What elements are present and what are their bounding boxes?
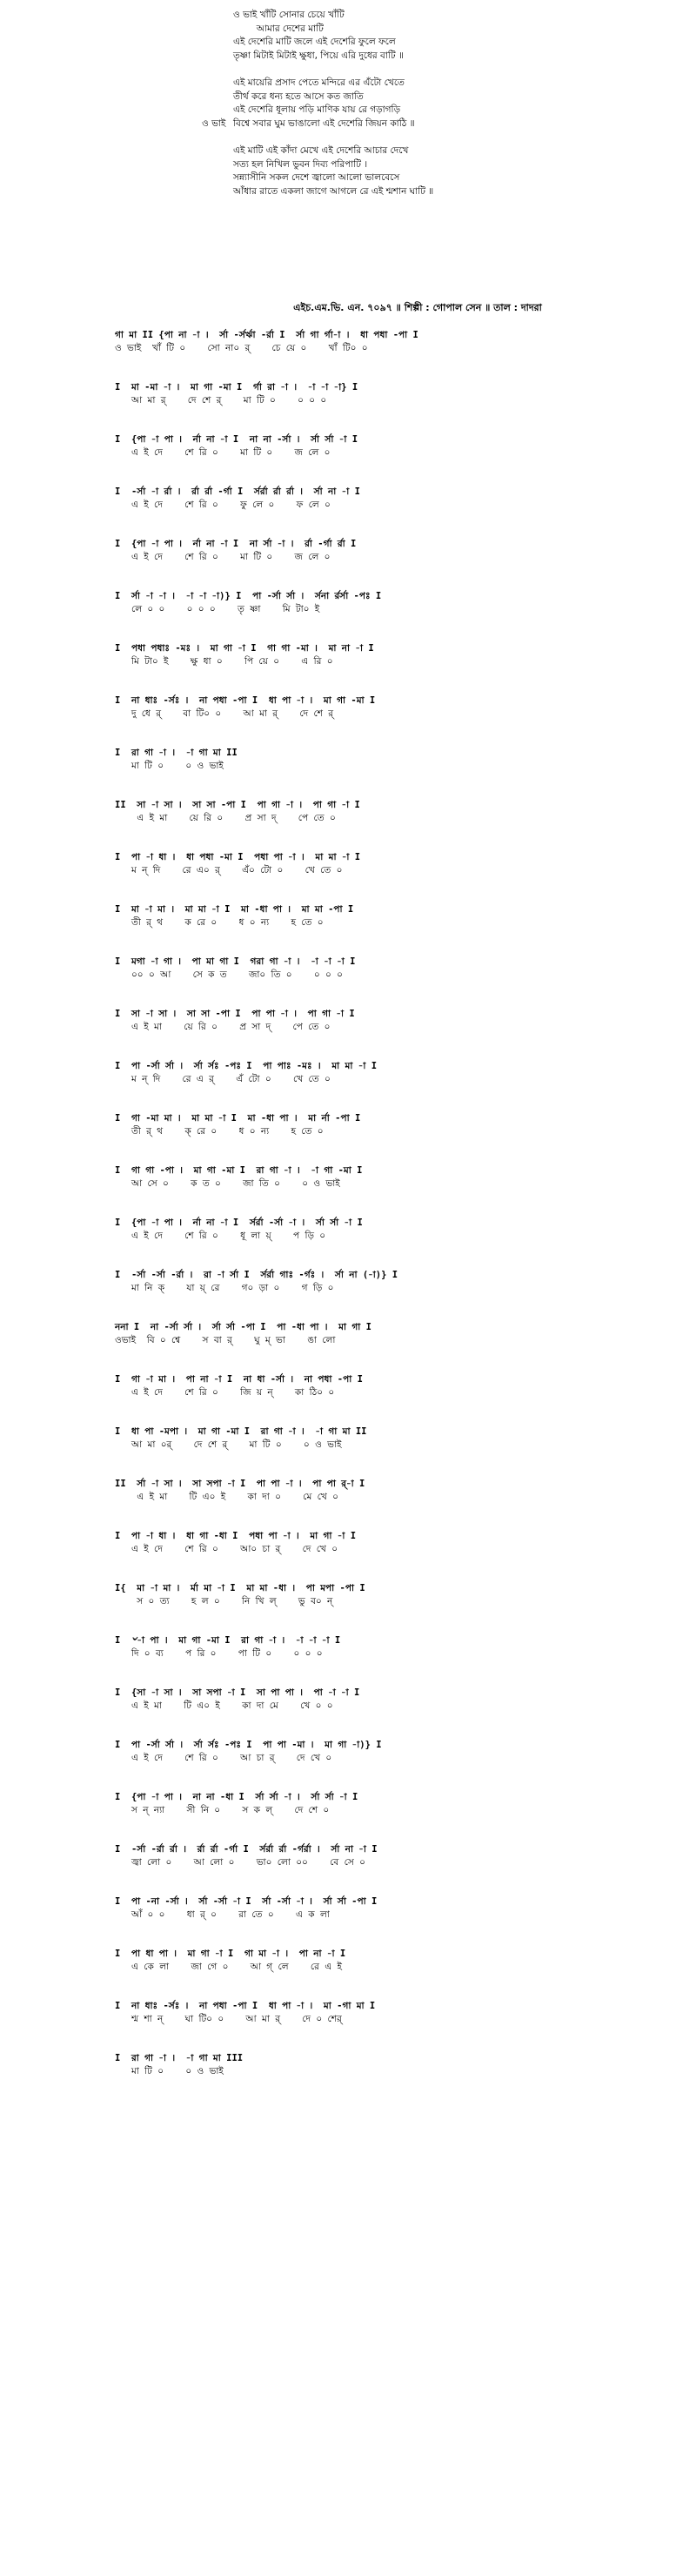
lyrics-line: তীর্থ করে ধন্য হতে আসে কত জাতি bbox=[233, 91, 364, 102]
notation-row bbox=[115, 1321, 672, 1373]
lyric-line: স ০ ত্য হ ল ০ নি খি ল্ ভু ব০ ন্ bbox=[115, 1596, 333, 1607]
lyrics-line: এই দেশেরি মাটি জলে এই দেশেরি ফুলে ফলে bbox=[233, 37, 396, 47]
notation-row bbox=[115, 1791, 672, 1843]
swara-line: I গা -া মা । পা না -া I না ধা -র্সা । না পধা -পা I bbox=[115, 1374, 363, 1385]
lyric-line: আ মা র্ দে শে র্ মা টি ০ ০ ০ ০ bbox=[115, 395, 327, 406]
swara-line: I গা গা -পা । মা গা -মা I রা গা -া । -া গা -মা I bbox=[115, 1165, 363, 1176]
swara-line: I পা -া ধা । ধা পধা -মা I পধা পা -া । মা মা -া I bbox=[115, 852, 361, 862]
notation-row bbox=[115, 2052, 672, 2104]
swara-line: I পা -র্সা র্সা । র্সা র্সঃ -পঃ I পা পা -মা । মা গা -া)} I bbox=[115, 1740, 382, 1750]
notation-row bbox=[115, 381, 672, 433]
lyric-line: এ ই মা য়ে রি ০ প্র সা দ্ পে তে ০ bbox=[115, 813, 336, 823]
notation-row bbox=[115, 1373, 672, 1426]
notation-row bbox=[115, 1687, 672, 1739]
notation-row bbox=[115, 2000, 672, 2052]
notation-row bbox=[115, 1739, 672, 1791]
song-lyrics bbox=[202, 9, 642, 212]
notation-row bbox=[115, 1582, 672, 1634]
swara-line: I র্সা -া -া । -া -া -া)} I পা -র্সা র্সা । র্সনা র্রর্সা -পঃ I bbox=[115, 591, 382, 601]
notation-row bbox=[115, 851, 672, 903]
notation-row bbox=[115, 1948, 672, 2000]
swara-line: I {সা -া সা । সা সপা -া I সা পা পা । পা -া -া I bbox=[115, 1687, 360, 1698]
swara-line: I মগা -া গা । পা মা গা I গরা গা -া । -া -া -া I bbox=[115, 956, 356, 967]
swara-line: II র্সা -া সা । সা সপা -া I পা পা -া । পা পা র্-া I bbox=[115, 1479, 365, 1489]
swara-line: I পা -র্সা র্সা । র্সা র্সঃ -পঃ I পা পাঃ -মঃ । মা মা -া I bbox=[115, 1061, 378, 1071]
notation-row bbox=[115, 433, 672, 486]
swara-line: গা মা II {পা না -া । র্সা -র্সর্ঋা -র্রা I র্সা গা র্গা-া । ধা পধা -পা I bbox=[115, 330, 418, 340]
lyrics-line: ও ভাই বিশ্বে সবার ঘুম ভাঙালো এই দেশেরি জিয়ন কাঠি ॥ bbox=[202, 117, 415, 129]
lyric-line: মি টা০ ই ক্ষু ধা ০ পি য়ে ০ এ রি ০ bbox=[115, 656, 333, 667]
notation-row bbox=[115, 903, 672, 956]
swara-line: I গা -মা মা । মা মা -া I মা -ধা পা । মা র্না -পা I bbox=[115, 1113, 361, 1124]
swara-line: ননা I না -র্সা র্সা । র্সা র্সা -পা I পা -ধা পা । মা গা I bbox=[115, 1322, 371, 1332]
notation-block bbox=[115, 329, 672, 2104]
notation-row bbox=[115, 1164, 672, 1217]
notation-row bbox=[115, 747, 672, 799]
swara-line: I ৺-া পা । মা গা -মা I রা গা -া । -া -া -া I bbox=[115, 1635, 341, 1646]
lyric-line: এ ই দে শে রি ০ আ চা র্ দে খে ০ bbox=[115, 1753, 332, 1763]
swara-line: I {পা -া পা । র্না না -া I র্সর্রা -র্সা -া । র্সা র্সা -া I bbox=[115, 1218, 363, 1228]
lyrics-line: এই মায়েরি প্রসাদ পেতে মন্দিরে এর এঁটো খেতে bbox=[233, 77, 405, 88]
lyric-line: জ্বা লো ০ আ লো ০ ভা০ লো ০০ বে সে ০ bbox=[115, 1857, 365, 1868]
swara-line: I {পা -া পা । র্না না -া I না র্সা -া । র্রা -র্গা র্রা I bbox=[115, 539, 357, 549]
lyrics-line: এই মাটি এই কাঁদা মেখে এই দেশেরি আচার দেখে bbox=[233, 145, 409, 156]
notation-row bbox=[115, 1426, 672, 1478]
lyric-line: এ ই দে শে রি ০ জি য় ন্ কা ঠি০ ০ bbox=[115, 1387, 335, 1398]
notation-row bbox=[115, 799, 672, 851]
lyric-line: ওভাই বি ০ শ্বে স বা র্ ঘু ম্ ভা ঙা লো bbox=[115, 1335, 336, 1345]
lyric-line: আ মা ০র্ দে শে র্ মা টি ০ ০ ও ভাই bbox=[115, 1439, 342, 1450]
swara-line: I {পা -া পা । না না -ধা I র্সা র্সা -া । র্সা র্সা -া I bbox=[115, 1792, 358, 1802]
lyric-line: আ সে ০ ক ত ০ জা তি ০ ০ ও ভাই bbox=[115, 1178, 340, 1189]
swara-line: I রা গা -া । -া গা মা III bbox=[115, 2053, 244, 2063]
notation-row bbox=[115, 486, 672, 538]
lyric-line: ম ন্ দি রে এ০ র্ এঁ০ টো ০ খে তে ০ bbox=[115, 865, 343, 875]
notation-row bbox=[115, 1217, 672, 1269]
lyric-line: তী র্ থ ক্ রে ০ ধ ০ ন্য হ তে ০ bbox=[115, 1126, 324, 1137]
swara-line: I না ধাঃ -র্সঃ । না পধা -পা I ধা পা -া । মা -গা মা I bbox=[115, 2001, 376, 2011]
lyric-line: এ ই দে শে রি ০ ফু লে ০ ফ লে ০ bbox=[115, 500, 331, 510]
lyric-line: আঁ ০ ০ ধা র্ ০ রা তে ০ এ ক লা bbox=[115, 1909, 330, 1920]
notation-row bbox=[115, 1895, 672, 1948]
lyric-line: দু ধে র্ বা টি০ ০ আ মা র্ দে শে র্ bbox=[115, 708, 334, 719]
lyric-line: এ ই দে শে রি ০ মা টি ০ জ লে ০ bbox=[115, 447, 331, 458]
lyric-line: লে ০ ০ ০ ০ ০ তৃ ষ্ণা মি টা০ ই bbox=[115, 604, 320, 614]
notation-row bbox=[115, 538, 672, 590]
lyric-line: মা টি ০ ০ ও ভাই bbox=[115, 761, 224, 771]
lyric-line: তী র্ থ ক রে ০ ধ ০ ন্য হ তে ০ bbox=[115, 917, 324, 928]
lyrics-line: আঁধার রাতে একলা জাগে আগলে রে এই শ্মশান ঘাটি ॥ bbox=[233, 185, 434, 197]
lyric-line: ০০ ০ আ সে ক ত জা০ তি ০ ০ ০ ০ bbox=[115, 969, 344, 980]
lyric-line: এ ই দে শে রি ০ মা টি ০ জ লে ০ bbox=[115, 552, 331, 562]
swara-line: I পধা পধাঃ -মঃ । মা গা -া I গা গা -মা । মা না -া I bbox=[115, 643, 374, 654]
notation-row bbox=[115, 1008, 672, 1060]
swara-line: I মা -মা -া । মা গা -মা I র্গা রা -া । -া -া -া} I bbox=[115, 382, 358, 392]
notation-row bbox=[115, 1269, 672, 1321]
notation-row bbox=[115, 1060, 672, 1112]
lyric-line: ম ন্ দি রে এ র্ এঁ টো ০ খে তে ০ bbox=[115, 1074, 331, 1084]
lyric-line: এ ই দে শে রি ০ আ০ চা র্ দে খে ০ bbox=[115, 1544, 338, 1554]
lyrics-line: তৃষ্ণা মিটাই মিটাই ক্ষুধা, পিয়ে এরি দুধের বাটি ॥ bbox=[233, 50, 404, 61]
lyrics-line: এই দেশেরি ধূলায় পড়ি মাণিক যায় রে গড়াগড়ি bbox=[233, 104, 401, 115]
swara-line: I{ মা -া মা । র্মা মা -া I মা মা -ধা । পা মপা -পা I bbox=[115, 1583, 365, 1593]
lyrics-stanza-3 bbox=[233, 144, 642, 198]
swara-line: I -র্সা -র্রা র্রা । র্রা র্রা -র্গা I র্সর্রা র্রা -র্গর্রা । র্সা না -া I bbox=[115, 1844, 378, 1855]
lyrics-line: আমার দেশের মাটি bbox=[233, 23, 324, 34]
lyrics-stanza-1 bbox=[233, 9, 642, 63]
lyric-line: দি ০ ব্য প রি ০ পা টি ০ ০ ০ ০ bbox=[115, 1648, 323, 1659]
lyric-line: শ্ম শা ন্ ঘা টি০ ০ আ মা র্ দে ০ শের্ bbox=[115, 2014, 342, 2024]
notation-row bbox=[115, 1530, 672, 1582]
notation-row bbox=[115, 329, 672, 381]
swara-line: I পা -া ধা । ধা গা -ধা I পধা পা -া । মা গা -া I bbox=[115, 1531, 357, 1541]
lyric-line: মা নি ক্ যা য়্ রে গ০ ড়া ০ গ ড়ি ০ bbox=[115, 1283, 334, 1293]
swara-line: I মা -া মা । মা মা -া I মা -ধা পা । মা মা -পা I bbox=[115, 904, 354, 915]
lyric-line: এ ই মা টি এ০ ই কা দা মে খে ০ ০ bbox=[115, 1701, 333, 1711]
lyrics-line: ও ভাই খাঁটি সোনার চেয়ে খাঁটি bbox=[233, 10, 345, 20]
notation-row bbox=[115, 642, 672, 694]
record-info: এইচ.এম.ভি. এন. ৭০৯৭ ॥ শিল্পী : গোপাল সেন ॥ তাল : দাদরা bbox=[293, 302, 542, 313]
lyrics-stanza-2 bbox=[202, 77, 642, 131]
swara-line: I ধা পা -মপা । মা গা -মা I রা গা -া । -া গা মা II bbox=[115, 1426, 367, 1437]
lyric-line: এ ই মা য়ে রি ০ প্র সা দ্ পে তে ০ bbox=[115, 1022, 331, 1032]
swara-line: I সা -া সা । সা সা -পা I পা পা -া । পা গা -া I bbox=[115, 1009, 355, 1019]
swara-line: II সা -া সা । সা সা -পা I পা গা -া । পা গা -া I bbox=[115, 800, 360, 810]
lyrics-line: সত্য হল নিখিল ভুবন দিব্য পরিপাটি । bbox=[233, 158, 368, 170]
swara-line: I পা -না -র্সা । র্সা -র্সা -া I র্সা -র্সা -া । র্সা র্সা -পা I bbox=[115, 1896, 378, 1907]
notation-row bbox=[115, 1843, 672, 1895]
swara-line: I -র্সা -া র্রা । র্রা র্রা -র্গা I র্সর্রা র্রা র্রা । র্সা না -া I bbox=[115, 486, 360, 497]
lyric-line: এ কে লা জা গে ০ আ গ্ লে রে এ ই bbox=[115, 1962, 343, 1972]
notation-row bbox=[115, 694, 672, 747]
swara-line: I রা গা -া । -া গা মা II bbox=[115, 748, 238, 758]
lyric-line: মা টি ০ ০ ও ভাই bbox=[115, 2066, 224, 2076]
swara-line: I পা ধা পা । মা গা -া I গা মা -া । পা না -া I bbox=[115, 1949, 346, 1959]
lyric-line: ও ভাই খাঁ টি ০ সো না০ র্ চে য়ে ০ খাঁ টি০ ০ bbox=[115, 343, 368, 353]
swara-line: I না ধাঃ -র্সঃ । না পধা -পা I ধা পা -া । মা গা -মা I bbox=[115, 695, 376, 706]
lyric-line: এ ই দে শে রি ০ ধূ লা য়্ প ড়ি ০ bbox=[115, 1231, 326, 1241]
lyric-line: এ ই মা টি এ০ ই কা দা ০ মে খে ০ bbox=[115, 1492, 338, 1502]
swara-line: I -র্সা -র্সা -র্রা । রা -া র্সা I র্সর্রা গাঃ -র্গঃ । র্সা না (-া)} I bbox=[115, 1270, 398, 1280]
lyrics-line: সন্ন্যাসীনি সকল দেশে জ্বালো আলো ভালবেসে bbox=[233, 172, 400, 183]
lyric-line: স ন্ ন্যা সী নি ০ স ক ল্ দে শে ০ bbox=[115, 1805, 330, 1815]
notation-row bbox=[115, 1112, 672, 1164]
swara-line: I {পা -া পা । র্না না -া I না না -র্সা । র্সা র্সা -া I bbox=[115, 434, 358, 445]
notation-row bbox=[115, 1634, 672, 1687]
notation-row bbox=[115, 1478, 672, 1530]
notation-row bbox=[115, 956, 672, 1008]
notation-row bbox=[115, 590, 672, 642]
